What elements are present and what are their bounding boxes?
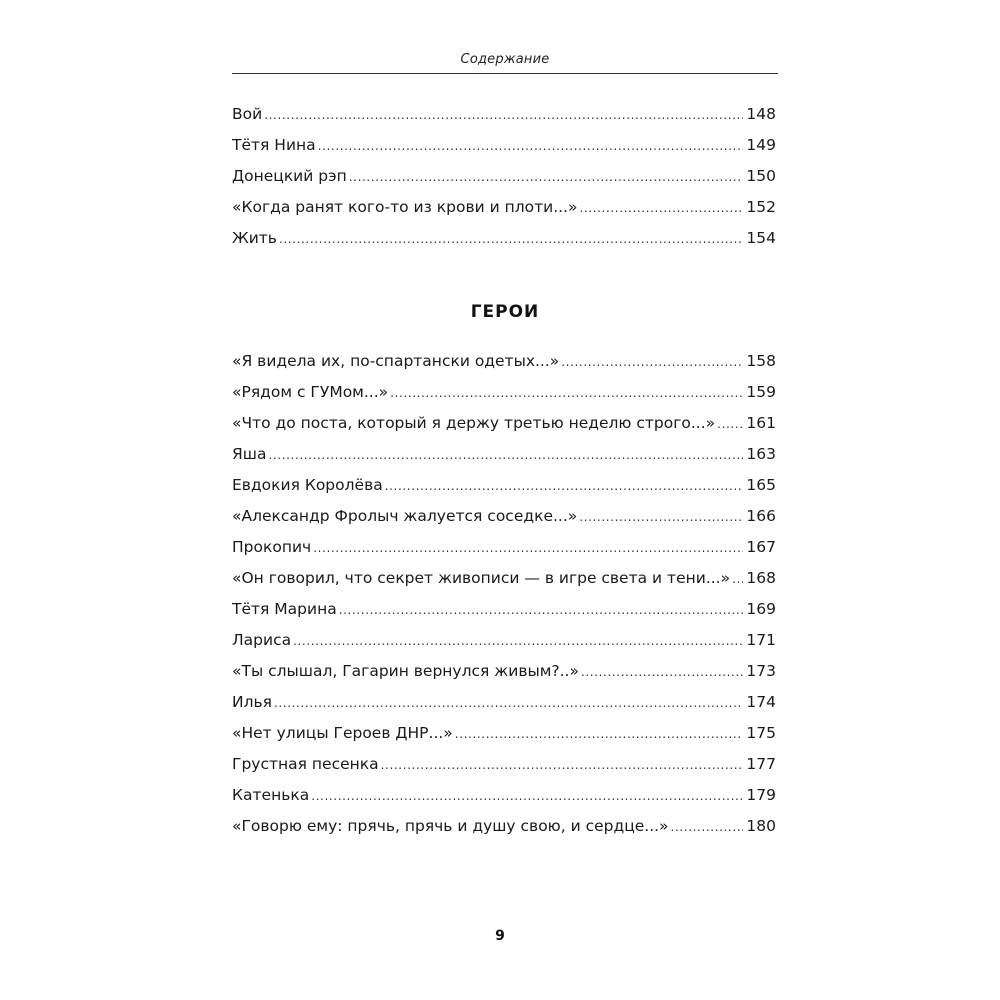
toc-entry-title: Грустная песенка <box>232 755 379 773</box>
section-title: ГЕРОИ <box>470 302 540 322</box>
toc-entry <box>232 377 776 408</box>
header-rule <box>232 73 778 74</box>
toc-entry <box>232 625 776 656</box>
dot-leader <box>318 131 744 162</box>
dot-leader <box>279 224 743 255</box>
dot-leader <box>268 440 743 471</box>
toc-entry-title: Вой <box>232 105 263 123</box>
toc-entry-title: Прокопич <box>232 538 312 556</box>
dot-leader <box>313 533 743 564</box>
toc-entry-page: 180 <box>746 817 776 835</box>
toc-entry-page: 171 <box>746 631 776 649</box>
toc-entry-title: Тётя Нина <box>232 136 316 154</box>
toc-entry-page: 168 <box>746 569 776 587</box>
toc-entry <box>232 161 776 192</box>
toc-entry-page: 161 <box>746 414 776 432</box>
toc-entry-title: Жить <box>232 229 277 247</box>
toc-entry-page: 175 <box>746 724 776 742</box>
toc-entry-page: 169 <box>746 600 776 618</box>
toc-entry-title: «Рядом с ГУМом...» <box>232 383 389 401</box>
toc-entry-page: 148 <box>746 105 776 123</box>
toc-entry <box>232 130 776 161</box>
toc-entry-title: «Он говорил, что секрет живописи — в игре света и тени...» <box>232 569 731 587</box>
toc-entry-page: 167 <box>746 538 776 556</box>
toc-entry-title: Лариса <box>232 631 292 649</box>
page-number: 9 <box>495 928 505 944</box>
toc-entry-title: Яша <box>232 445 267 463</box>
dot-leader <box>561 347 743 378</box>
toc-entry-page: 152 <box>746 198 776 216</box>
toc-entry-title: Катенька <box>232 786 310 804</box>
running-head: Содержание <box>460 52 550 67</box>
toc-entry-page: 166 <box>746 507 776 525</box>
toc-entry <box>232 470 776 501</box>
toc-entry-title: «Когда ранят кого-то из крови и плоти...» <box>232 198 578 216</box>
toc-entry-page: 177 <box>746 755 776 773</box>
toc-section-b-list <box>232 346 776 842</box>
toc-entry-title: «Я видела их, по-спартански одетых...» <box>232 352 560 370</box>
toc-entry-page: 150 <box>746 167 776 185</box>
dot-leader <box>455 719 744 750</box>
dot-leader <box>390 378 743 409</box>
dot-leader <box>717 409 743 440</box>
dot-leader <box>732 564 743 595</box>
toc-entry-page: 149 <box>746 136 776 154</box>
toc-entry <box>232 439 776 470</box>
toc-entry <box>232 99 776 130</box>
toc-entry-title: Донецкий рэп <box>232 167 347 185</box>
toc-entry <box>232 656 776 687</box>
toc-entry <box>232 346 776 377</box>
toc-entry <box>232 718 776 749</box>
dot-leader <box>274 688 743 719</box>
toc-entry <box>232 811 776 842</box>
dot-leader <box>671 812 744 843</box>
dot-leader <box>293 626 743 657</box>
toc-entry-page: 159 <box>746 383 776 401</box>
toc-entry-page: 154 <box>746 229 776 247</box>
dot-leader <box>264 100 743 131</box>
dot-leader <box>579 502 743 533</box>
toc-entry <box>232 501 776 532</box>
toc-entry-page: 158 <box>746 352 776 370</box>
toc-entry <box>232 749 776 780</box>
dot-leader <box>385 471 744 502</box>
toc-entry-title: Илья <box>232 693 272 711</box>
dot-leader <box>581 657 743 688</box>
toc-entry-page: 173 <box>746 662 776 680</box>
toc-entry-title: Евдокия Королёва <box>232 476 383 494</box>
toc-entry <box>232 687 776 718</box>
toc-entry-page: 174 <box>746 693 776 711</box>
toc-entry-page: 163 <box>746 445 776 463</box>
toc-entry <box>232 594 776 625</box>
toc-entry-title: «Говорю ему: прячь, прячь и душу свою, и сердце...» <box>232 817 669 835</box>
toc-entry <box>232 532 776 563</box>
toc-entry-title: «Что до поста, который я держу третью неделю строго...» <box>232 414 716 432</box>
toc-entry <box>232 223 776 254</box>
toc-entry-title: «Ты слышал, Гагарин вернулся живым?..» <box>232 662 579 680</box>
dot-leader <box>579 193 743 224</box>
dot-leader <box>339 595 744 626</box>
toc-entry-title: Тётя Марина <box>232 600 337 618</box>
toc-section-a-list <box>232 99 776 254</box>
toc-entry <box>232 408 776 439</box>
toc-entry-title: «Александр Фролыч жалуется соседке...» <box>232 507 578 525</box>
dot-leader <box>349 162 744 193</box>
dot-leader <box>381 750 744 781</box>
toc-entry-page: 165 <box>746 476 776 494</box>
toc-entry-page: 179 <box>746 786 776 804</box>
dot-leader <box>311 781 743 812</box>
toc-entry <box>232 780 776 811</box>
toc-entry-title: «Нет улицы Героев ДНР...» <box>232 724 453 742</box>
toc-entry <box>232 563 776 594</box>
toc-entry <box>232 192 776 223</box>
